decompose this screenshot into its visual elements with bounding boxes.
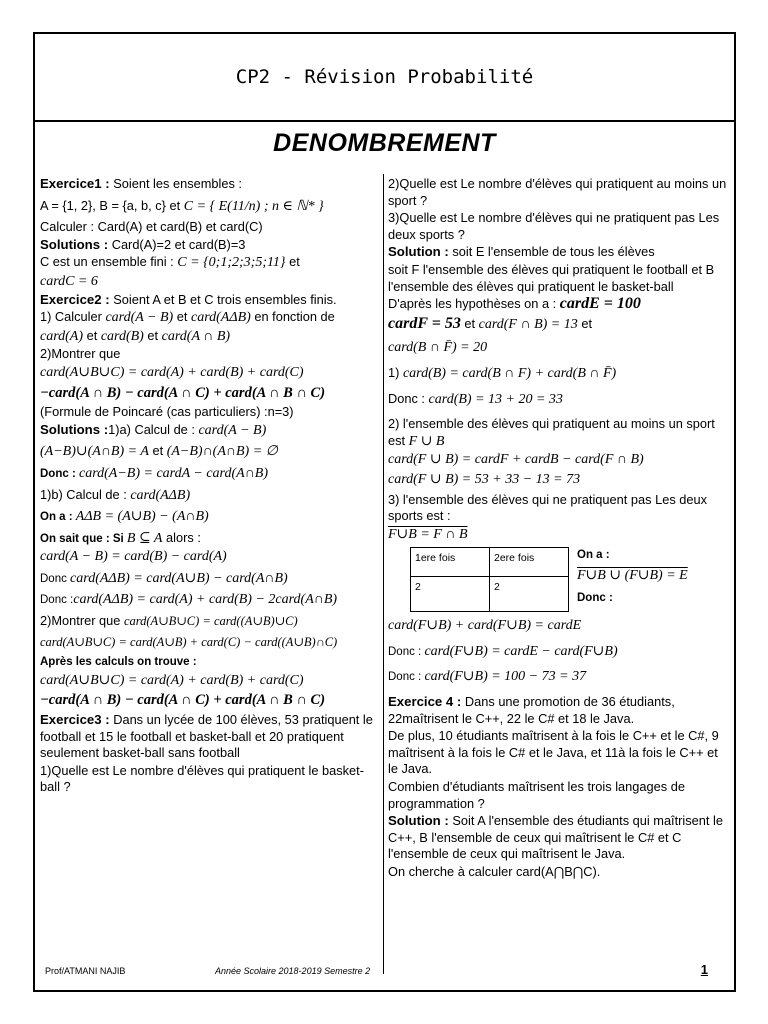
on-a-label: On a : — [40, 511, 76, 524]
formula: card(A∪B∪C) = card(A∪B) + card(C) − card((A∪B)∩C) — [40, 634, 338, 649]
count-table — [410, 547, 569, 612]
exercise-4-label: Exercice 4 : — [388, 694, 462, 710]
solution-2-text: 1)a) Calcul de : — [108, 421, 199, 437]
poincare-formula-line-2: −card(A ∩ B) − card(A ∩ C) + card(A ∩ B ∩ C) — [40, 384, 326, 401]
exercise-1-label: Exercice1 : — [40, 176, 110, 191]
solution-1-label: Solutions : — [40, 236, 109, 252]
connector-text: et — [577, 315, 592, 331]
formula: card(A − B) — [105, 310, 174, 326]
solution-3-text: soit F l'ensemble des élèves qui pratiquent le football et B l'ensemble des élèves qui pratiquent le basket-ball — [388, 261, 715, 294]
part-1-label: 1) — [388, 364, 403, 380]
exercise-1-text: Soient les ensembles : — [109, 176, 242, 191]
exercise-4-text: Dans une promotion de 36 étudiants, 22maîtrisent le C++, 22 le C# et 18 le Java. — [388, 694, 675, 726]
formula: card(A) — [40, 328, 84, 344]
formula: −card(A ∩ B) − card(A ∩ C) + card(A ∩ B ∩ C) — [40, 692, 326, 709]
exercise-3-q2: 2)Quelle est Le nombre d'élèves qui pratiquent au moins un sport ? — [388, 176, 727, 208]
connector-text: et — [460, 315, 479, 331]
solution-4-label: Solution : — [388, 813, 449, 829]
count-table-block — [410, 547, 730, 612]
formula: card(AΔB) = card(A∪B) − card(A∩B) — [70, 570, 288, 586]
solution-3-text: soit E l'ensemble de tous les élèves — [448, 244, 655, 260]
donc-label: Donc : — [388, 645, 425, 658]
section-heading: DENOMBREMENT — [273, 129, 496, 157]
formula: card(AΔB) — [191, 310, 251, 326]
formula: F ∪ B — [408, 433, 445, 449]
page-title: CP2 - Révision Probabilité — [235, 66, 534, 88]
connector-text: et — [148, 443, 167, 459]
solution-1-finite: C est un ensemble fini : — [40, 254, 178, 270]
formula: card(A ∩ B) — [161, 328, 231, 344]
connector-text: alors : — [162, 529, 201, 545]
formula: F∪B = F ∩ B — [388, 526, 468, 542]
connector-text: et — [285, 254, 300, 270]
solution-4-goal: On cherche à calculer card(A⋂B⋂C). — [388, 864, 601, 879]
page-number: 1 — [700, 962, 708, 977]
solution-2-label: Solutions : — [40, 421, 109, 437]
formula: AΔB = (A∪B) − (A∩B) — [75, 509, 209, 525]
solution-1-set-c: C = {0;1;2;3;5;11} — [177, 255, 286, 271]
exercise-3-q3: 3)Quelle est Le nombre d'élèves qui ne pratiquent pas Les deux sports ? — [388, 210, 720, 242]
formula: (A−B)∩(A∩B) = ∅ — [166, 444, 278, 460]
poincare-formula-line-1: card(A∪B∪C) = card(A) + card(B) + card(C) — [40, 364, 304, 380]
formula: card(F ∪ B) = cardF + cardB − card(F ∩ B) — [388, 452, 644, 468]
apres-calculs-label: Après les calculs on trouve : — [40, 656, 197, 669]
formula: card(A − B) — [198, 422, 267, 438]
formula: card(F∪B) = cardE − card(F∪B) — [424, 643, 618, 659]
exercise-2-q1-text: 1) Calculer — [40, 309, 106, 325]
exercise-2-q2: 2)Montrer que — [40, 346, 121, 362]
formula: card(F∪B) + card(F∪B) = cardE — [388, 618, 582, 634]
left-column — [40, 176, 379, 797]
formula: card(B) = 13 + 20 = 33 — [428, 391, 563, 407]
right-column — [388, 176, 730, 882]
formula: card(B) = card(B ∩ F) + card(B ∩ F̄) — [402, 365, 617, 381]
page-title-box — [35, 34, 734, 122]
exercise-3-q1: 1)Quelle est Le nombre d'élèves qui pratiquent le basket-ball ? — [40, 762, 364, 795]
footer-author: Prof/ATMANI NAJIB — [45, 966, 126, 976]
hypotheses-text: D'après les hypothèses on a : — [388, 296, 560, 312]
solution-3-part3: 3) l'ensemble des élèves qui ne pratiquent pas Les deux sports est : — [388, 491, 708, 524]
table-side-notes — [577, 547, 688, 607]
donc-label: Donc : — [40, 594, 74, 607]
on-a-label: On a : — [577, 549, 610, 562]
exercise-3-label: Exercice3 : — [40, 712, 110, 728]
formula: card(F∪B) = 100 − 73 = 37 — [424, 669, 587, 685]
formula: cardF = 53 — [388, 314, 461, 332]
formula: (A−B)∪(A∩B) = A — [40, 444, 149, 460]
solution-3-part2: 2) l'ensemble des élèves qui pratiquent au moins un sport est — [388, 416, 715, 448]
donc-label: Donc — [40, 572, 71, 585]
formula: B ⊆ A — [126, 530, 163, 546]
formula: card(AΔB) — [130, 487, 191, 503]
donc-label: Donc : — [40, 467, 79, 480]
table-cell: 2 — [490, 577, 569, 612]
connector-text: et — [173, 309, 191, 325]
formula: card(F ∪ B) = 53 + 33 − 13 = 73 — [388, 471, 581, 487]
solution-3-label: Solution : — [388, 244, 449, 260]
formula: card(B ∩ F̄) = 20 — [388, 340, 488, 356]
formula: card(B) — [100, 328, 144, 344]
connector-text: et — [143, 327, 162, 343]
connector-text: et — [83, 327, 101, 343]
formula: card(A∪B∪C) = card(A) + card(B) + card(C) — [40, 672, 304, 688]
formula: F∪B ∪ (F∪B) = E — [577, 567, 688, 583]
donc-label: Donc : — [388, 390, 429, 406]
donc-label: Donc : — [577, 592, 613, 605]
exercise-1-set-c: C = { E(11/n) ; n ∈ ℕ* } — [183, 198, 324, 214]
on-sait-label: On sait que : Si — [40, 532, 127, 545]
formula: card(AΔB) = card(A) + card(B) − 2card(A∩B) — [73, 592, 338, 608]
exercise-2-text: Soient A et B et C trois ensembles finis. — [109, 291, 337, 307]
solution-2-1b: 1)b) Calcul de : — [40, 486, 131, 502]
donc-label: Donc : — [388, 671, 425, 684]
footer-school-year: Année Scolaire 2018-2019 Semestre 2 — [215, 966, 371, 976]
formula: card(A∪B∪C) = card((A∪B)∪C) — [123, 614, 298, 629]
table-header-cell: 2ere fois — [490, 548, 569, 577]
column-divider — [383, 174, 384, 974]
table-cell: 2 — [411, 577, 490, 612]
page-frame — [33, 32, 736, 992]
formula: card(F ∩ B) = 13 — [478, 316, 578, 332]
solution-2-part2: 2)Montrer que — [40, 613, 124, 629]
exercise-2-q1-text: en fonction de — [250, 309, 335, 325]
table-header-cell: 1ere fois — [411, 548, 490, 577]
exercise-3-text: Dans un lycée de 100 élèves, 53 pratiquent le football et 15 le football et basket-ball et 20 pratiquent seulement basket-ball sans football — [40, 712, 373, 761]
solution-1-text: Card(A)=2 et card(B)=3 — [108, 236, 246, 252]
exercise-1-question: Calculer : Card(A) et card(B) et card(C) — [40, 219, 263, 235]
formula: cardE = 100 — [559, 295, 641, 313]
solution-1-card-c: cardC = 6 — [40, 273, 98, 289]
poincare-note: (Formule de Poincaré (cas particuliers) :n=3) — [40, 404, 294, 420]
exercise-2-label: Exercice2 : — [40, 291, 110, 307]
exercise-1-sets: A = {1, 2}, B = {a, b, c} et — [40, 197, 184, 213]
formula: card(A − B) = card(B) − card(A) — [40, 549, 227, 565]
exercise-4-text: De plus, 10 étudiants maîtrisent à la fois le C++ et le C#, 9 maîtrisent à la fois le C# et le Java, et 11à la fois le C++ et le Java. — [388, 728, 719, 777]
formula: card(A−B) = cardA − card(A∩B) — [78, 465, 269, 481]
solution-4-text: Soit A l'ensemble des étudiants qui maîtrisent le C++, B l'ensemble de ceux qui maîtrisent le C# et C l'ensemble de ceux qui maîtrisent le Java. — [388, 813, 723, 862]
exercise-4-question: Combien d'étudiants maîtrisent les trois langages de programmation ? — [388, 779, 685, 811]
